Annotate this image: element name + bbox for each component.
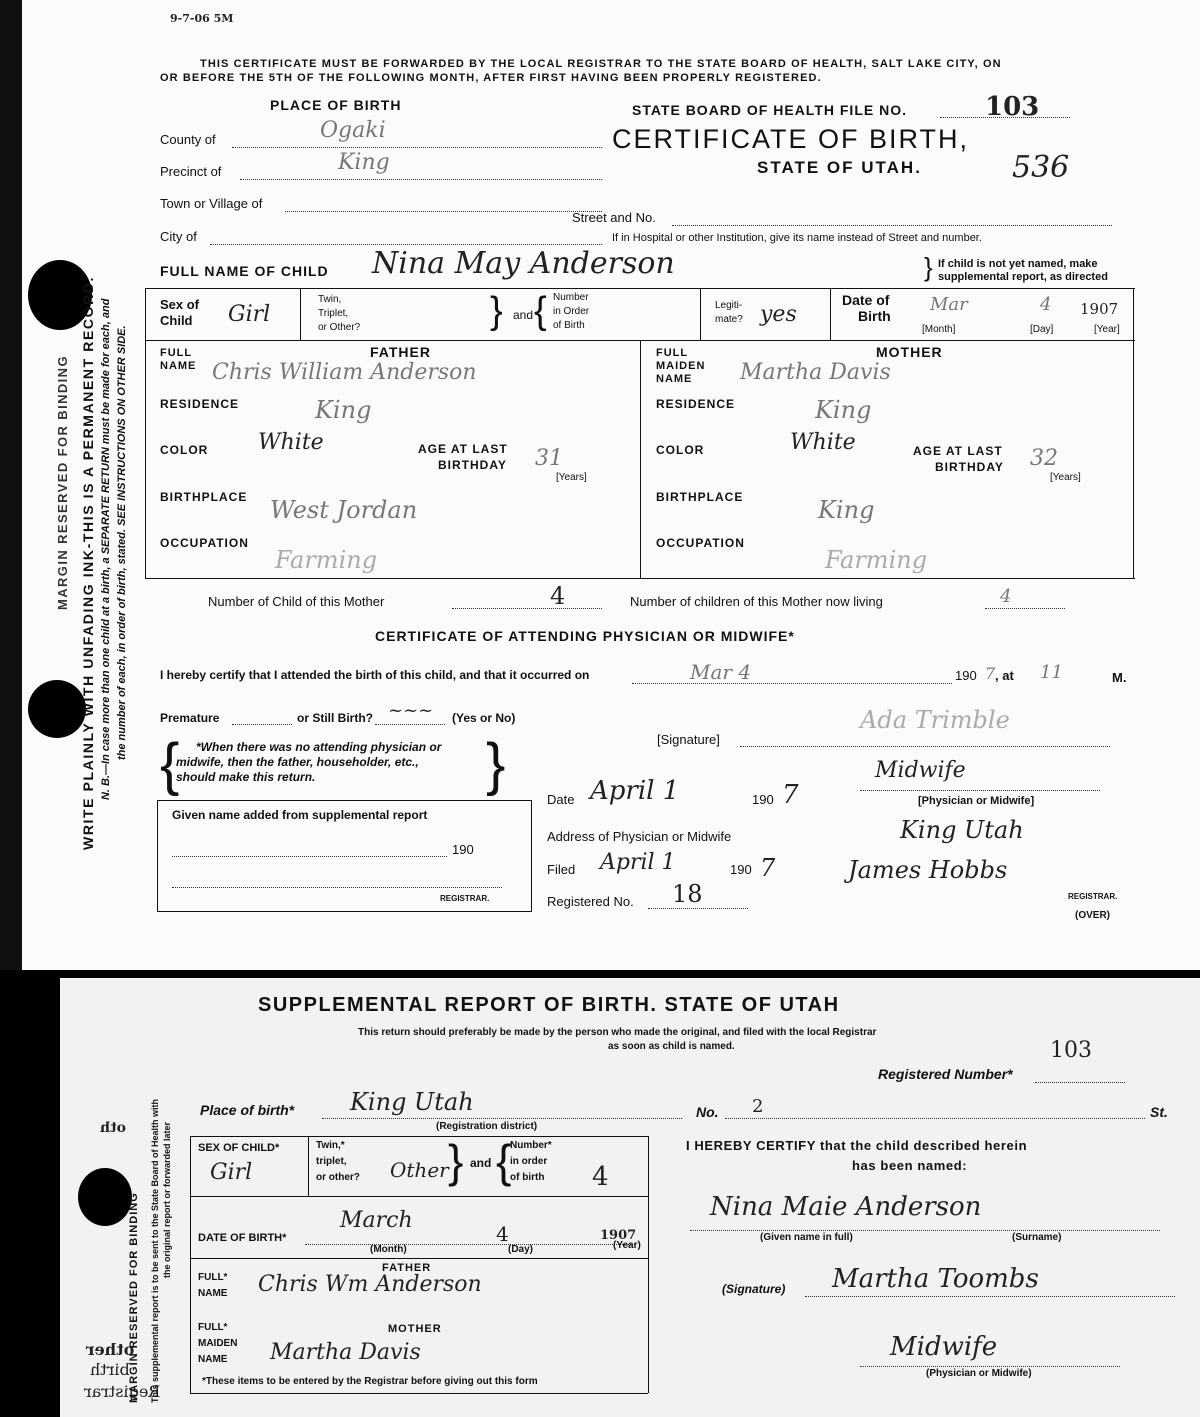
supplement-sex-label: SEX OF CHILD* (198, 1142, 280, 1154)
mother-color-value: White (790, 430, 856, 455)
sex-label-1: Sex of (160, 297, 200, 312)
no-value: 2 (752, 1096, 764, 1117)
supplement-twin-3: or other? (316, 1172, 360, 1183)
address-value: King Utah (900, 816, 1024, 844)
notice-line-1: THIS CERTIFICATE MUST BE FORWARDED BY THE LOCAL REGISTRAR TO THE STATE BOARD OF HEALTH, SALT LAKE CITY, ON (200, 58, 1002, 70)
town-label: Town or Village of (160, 196, 263, 211)
sex-label-2: Child (160, 313, 193, 328)
full-name-value: Nina May Anderson (372, 246, 675, 281)
twin-label-2: Triplet, (318, 308, 349, 319)
supplement-dob-year: 1907 (600, 1228, 637, 1243)
father-birthplace-value: West Jordan (270, 496, 418, 524)
registrar-label: REGISTRAR. (1068, 892, 1118, 901)
supplement-named-value: Nina Maie Anderson (710, 1192, 982, 1222)
date-value: April 1 (590, 776, 680, 806)
given-name-label: Given name added from supplemental report (172, 808, 428, 822)
supplement-dob-label: DATE OF BIRTH* (198, 1232, 287, 1244)
registration-district: (Registration district) (436, 1121, 538, 1132)
given-name-year: 190 (452, 842, 474, 857)
supplement-twin-value: Other (390, 1158, 449, 1182)
supplement-margin-label: MARGIN RESERVED FOR BINDING (128, 1192, 140, 1403)
address-label: Address of Physician or Midwife (547, 829, 732, 844)
mother-maiden-label: MAIDEN (656, 360, 706, 372)
supplement-subtitle-1: This return should preferably be made by the person who made the original, and filed with the local Registrar (358, 1027, 877, 1038)
precinct-value: King (338, 150, 390, 175)
certify-time: 11 (1040, 662, 1063, 683)
not-named-note-1: If child is not yet named, make (938, 258, 1098, 270)
supplement-mother-heading: MOTHER (388, 1323, 442, 1335)
supplement-registered-label: Registered Number* (878, 1066, 1013, 1082)
hospital-note: If in Hospital or other Institution, give its name instead of Street and number. (612, 232, 982, 244)
supplement-certify-1: I HEREBY CERTIFY that the child described herein (686, 1138, 1028, 1153)
supplement-number-2: in order (510, 1156, 548, 1167)
father-birthplace-label: BIRTHPLACE (160, 490, 248, 504)
file-no-label: STATE BOARD OF HEALTH FILE NO. (632, 102, 907, 118)
mother-occupation-value: Farming (825, 546, 928, 574)
place-of-birth-heading: PLACE OF BIRTH (270, 97, 402, 113)
mother-birthplace-value: King (818, 496, 875, 524)
county-label: County of (160, 132, 216, 147)
filed-year-prefix: 190 (730, 862, 752, 877)
binding-hole (78, 1168, 132, 1226)
registered-label: Registered No. (547, 894, 634, 909)
margin-text-binding: MARGIN RESERVED FOR BINDING (55, 355, 70, 610)
state-number: 536 (1012, 150, 1070, 185)
certificate-title: CERTIFICATE OF BIRTH, (612, 124, 970, 154)
supplement-subtitle-2: as soon as child is named. (608, 1041, 735, 1052)
still-label: or Still Birth? (297, 711, 373, 725)
twin-label-1: Twin, (318, 294, 342, 305)
given-registrar-label: REGISTRAR. (440, 894, 490, 903)
supplement-twin-1: Twin,* (316, 1140, 345, 1151)
father-residence-label: RESIDENCE (160, 397, 240, 411)
supplement-number-value: 4 (592, 1162, 609, 1192)
st-label: St. (1150, 1104, 1168, 1120)
not-named-brace: } (924, 252, 933, 282)
date-year-prefix: 190 (752, 792, 774, 807)
signature-label: [Signature] (657, 732, 720, 747)
supplement-margin-note-1: This supplemental report is to be sent to the State Board of Health with (150, 1098, 160, 1403)
place-label: Place of birth* (200, 1102, 295, 1118)
bleed-text-3: other (86, 1340, 135, 1359)
supplement-certify-2: has been named: (852, 1158, 968, 1173)
supplement-year-label: (Year) (613, 1240, 641, 1251)
father-color-value: White (258, 430, 324, 455)
father-name-label: NAME (160, 360, 197, 372)
margin-note-1: N. B.—In case more than one child at a birth, a SEPARATE RETURN must be made for each, and (100, 298, 112, 800)
legit-label-2: mate? (715, 314, 743, 325)
supplement-full-label: FULL* (198, 1272, 228, 1283)
supplement-maiden-label: MAIDEN (198, 1338, 238, 1349)
supplement-sex-value: Girl (210, 1160, 253, 1185)
certify-year: 7 (985, 664, 996, 683)
supplement-and: and (470, 1156, 492, 1170)
date-label: Date (547, 792, 575, 807)
number-label-1: Number (553, 292, 589, 303)
supplement-physician-label: (Physician or Midwife) (926, 1368, 1032, 1379)
supplement-father-value: Chris Wm Anderson (258, 1272, 482, 1297)
m-label: M. (1112, 670, 1127, 685)
supplement-surname-label: (Surname) (1012, 1232, 1062, 1243)
supplement-mother-full: FULL* (198, 1322, 228, 1333)
bleed-text-5: Registrar (84, 1382, 161, 1401)
date-year: 7 (782, 780, 799, 810)
father-occupation-value: Farming (275, 546, 378, 574)
not-named-note-2: supplemental report, as directed (938, 271, 1108, 283)
street-label: Street and No. (572, 210, 656, 225)
supplement-month-label: (Month) (370, 1244, 407, 1255)
over-label: (OVER) (1075, 910, 1110, 921)
living-label: Number of children of this Mother now living (630, 594, 883, 609)
premature-label: Premature (160, 711, 220, 725)
supplement-margin-note-2: the original report or forwarded later (162, 1121, 172, 1278)
mother-age-value: 32 (1030, 446, 1058, 471)
physician-heading: CERTIFICATE OF ATTENDING PHYSICIAN OR MIDWIFE* (375, 628, 795, 644)
living-value: 4 (1000, 586, 1012, 607)
dob-day: 4 (1040, 294, 1052, 315)
father-full-label: FULL (160, 347, 193, 359)
corner-code: 9-7-06 5M (170, 12, 234, 25)
number-label-2: in Order (553, 306, 590, 317)
father-age-value: 31 (535, 446, 563, 471)
margin-text-write-plainly: WRITE PLAINLY WITH UNFADING INK-THIS IS A PERMANENT RECORD. (80, 275, 96, 850)
supplement-number-1: Number* (510, 1140, 552, 1151)
birth-certificate: 9-7-06 5M THIS CERTIFICATE MUST BE FORWARDED BY THE LOCAL REGISTRAR TO THE STATE BOARD OF HEALTH, SALT LAKE CITY, ON OR BEFORE THE 5TH OF THE FOLLOWING MONTH, AFTER FIRST HAVING BEEN PROPERLY REGISTERED. WRITE PLAINLY WITH UNFADING INK-THIS IS A PERMANENT RECORD. MARGIN RESERVED FOR BINDING N. B.—In case more than one child at a birth, a SEPARATE RETURN must be made for each, and the number of each, in order of birth, stated. SEE INSTRUCTIONS ON OTHER SIDE. PLACE OF BIRTH County of Ogaki Precinct of King Town or Village of City of Street and No. If in Hospital or other Institution, give its name instead of Street and number. STATE BOARD OF HEALTH FILE NO. 103 CERTIFICATE OF BIRTH, STATE OF UTAH. 536 FULL NAME OF CHILD Nina May Anderson } If child is not yet named, make supplemental report, as directed Sex of Child Girl Twin, Triplet, or Other? } and { Number in Order of Birth Legiti- mate? yes Date of Birth Mar 4 1907 [Month] [Day] [Year] FATHER MOTHER FULL NAME Chris William Anderson FULL MAIDEN NAME Martha Davis RESIDENCE King RESIDENCE King COLOR White AGE AT LAST BIRTHDAY 31 [Years] COLOR White AGE AT LAST BIRTHDAY 32 [Years] BIRTHPLACE West Jordan BIRTHPLACE King OCCUPATION Farming OCCUPATION Farming Number of Child of this Mother 4 Number of children of this Mother now living 4 CERTIFICATE OF ATTENDING PHYSICIAN OR MIDWIFE* I hereby certify that I attended the birth of this child, and that it occurred on Mar 4 190 7 , at 11 M. Premature or Still Birth? ~~~ (Yes or No) { } *When there was no attending physician or midwife, then the father, householder, etc., should make this return. [Signature] Ada Trimble Midwife [Physician or Midwife] Given name added from supplemental report 190 REGISTRAR. Date April 1 190 7 Address of Physician or Midwife King Utah Filed April 1 190 7 James Hobbs REGISTRAR. Registered No. 18 (OVER) (0, 0, 1200, 970)
sex-value: Girl (228, 302, 271, 327)
mother-occupation-label: OCCUPATION (656, 536, 745, 550)
mother-heading: MOTHER (876, 344, 943, 360)
year-prefix: 190 (955, 668, 977, 683)
supplement-registered-value: 103 (1050, 1038, 1092, 1063)
mother-age-label-2: BIRTHDAY (935, 460, 1004, 474)
legit-label-1: Legiti- (715, 300, 743, 311)
father-residence-value: King (315, 396, 372, 424)
supplemental-report: oth other birth Registrar MARGIN RESERVED FOR BINDING This supplemental report is to be sent to the State Board of Health with the original report or forwarded later SUPPLEMENTAL REPORT OF BIRTH. STATE OF UTAH This return should preferably be made by the person who made the original, and filed with the local Registrar as soon as child is named. Registered Number* 103 Place of birth* King Utah (Registration district) No. 2 St. SEX OF CHILD* Girl Twin,* triplet, or other? Other } and { Number* in order of birth 4 DATE OF BIRTH* March 4 1907 (Month) (Day) (Year) FATHER FULL* NAME Chris Wm Anderson MOTHER FULL* MAIDEN NAME Martha Davis *These items to be entered by the Registrar before giving out this form I HEREBY CERTIFY that the child described herein has been named: Nina Maie Anderson (Given name in full) (Surname) (Signature) Martha Toombs Midwife (Physician or Midwife) (60, 978, 1200, 1417)
margin-note-2: the number of each, in order of birth, stated. SEE INSTRUCTIONS ON OTHER SIDE. (116, 325, 128, 760)
number-label-3: of Birth (553, 320, 585, 331)
mother-color-label: COLOR (656, 443, 705, 457)
dob-month: Mar (930, 294, 968, 315)
day-label: [Day] (1030, 324, 1054, 335)
supplement-signature-value: Martha Toombs (832, 1264, 1039, 1294)
role-value: Midwife (875, 758, 966, 783)
supplement-signature-label: (Signature) (722, 1282, 786, 1296)
supplement-mother-value: Martha Davis (270, 1340, 421, 1365)
supplement-number-3: of birth (510, 1172, 545, 1183)
twin-label-3: or Other? (318, 322, 361, 333)
registrar-signature: James Hobbs (848, 856, 1008, 884)
full-name-label: FULL NAME OF CHILD (160, 263, 329, 279)
mother-name-value: Martha Davis (740, 360, 891, 385)
filed-label: Filed (547, 862, 576, 877)
state-label: STATE OF UTAH. (757, 158, 922, 177)
mother-birthplace-label: BIRTHPLACE (656, 490, 744, 504)
supplement-given-label: (Given name in full) (760, 1232, 853, 1243)
note-line-3: should make this return. (176, 770, 316, 784)
yes-no-label: (Yes or No) (452, 711, 516, 725)
father-years-label: [Years] (556, 472, 587, 483)
supplement-dob-month: March (340, 1208, 413, 1233)
registered-value: 18 (672, 880, 703, 908)
mother-age-label-1: AGE AT LAST (913, 444, 1003, 458)
legit-value: yes (760, 302, 797, 327)
supplement-mother-name-label: NAME (198, 1354, 228, 1365)
precinct-label: Precinct of (160, 164, 222, 179)
and-label: and (513, 308, 534, 322)
child-number-label: Number of Child of this Mother (208, 594, 385, 609)
father-occupation-label: OCCUPATION (160, 536, 249, 550)
supplement-title: SUPPLEMENTAL REPORT OF BIRTH. STATE OF UTAH (258, 994, 840, 1016)
father-name-value: Chris William Anderson (212, 360, 477, 385)
month-label: [Month] (922, 324, 956, 335)
mother-residence-label: RESIDENCE (656, 397, 736, 411)
note-line-1: *When there was no attending physician or (196, 740, 442, 754)
certify-date: Mar 4 (690, 660, 752, 684)
certify-text: I hereby certify that I attended the birth of this child, and that it occurred on (160, 668, 590, 682)
no-label: No. (696, 1104, 719, 1120)
place-value: King Utah (350, 1088, 474, 1116)
bleed-text-4: birth (90, 1360, 130, 1379)
mother-name-label: NAME (656, 373, 693, 385)
supplement-dob-day: 4 (496, 1222, 509, 1246)
dob-label-1: Date of (842, 292, 890, 308)
father-color-label: COLOR (160, 443, 209, 457)
father-age-label-2: BIRTHDAY (438, 458, 507, 472)
signature-value: Ada Trimble (860, 706, 1010, 734)
binding-hole (28, 680, 86, 738)
supplement-twin-2: triplet, (316, 1156, 347, 1167)
at-label: , at (995, 668, 1014, 683)
city-label: City of (160, 229, 197, 244)
supplement-father-heading: FATHER (382, 1262, 432, 1274)
mother-years-label: [Years] (1050, 472, 1081, 483)
physician-or-midwife: [Physician or Midwife] (918, 795, 1035, 807)
filed-year: 7 (760, 854, 776, 882)
supplement-role-value: Midwife (890, 1332, 998, 1362)
dob-year: 1907 (1080, 300, 1119, 318)
mother-residence-value: King (815, 396, 872, 424)
child-number-value: 4 (550, 582, 566, 610)
bleed-text-1: oth (100, 1120, 126, 1136)
county-value: Ogaki (320, 118, 386, 143)
notice-line-2: OR BEFORE THE 5TH OF THE FOLLOWING MONTH, AFTER FIRST HAVING BEEN PROPERLY REGISTERED. (160, 72, 822, 84)
supplement-footnote: *These items to be entered by the Registrar before giving out this form (202, 1376, 538, 1387)
year-label: [Year] (1094, 324, 1120, 335)
supplement-name-label: NAME (198, 1288, 228, 1299)
file-no-value: 103 (985, 92, 1040, 122)
supplement-day-label: (Day) (508, 1244, 534, 1255)
father-heading: FATHER (370, 344, 431, 360)
torn-left-edge (0, 0, 22, 970)
note-line-2: midwife, then the father, householder, etc., (176, 755, 419, 769)
filed-value: April 1 (600, 850, 676, 875)
dob-label-2: Birth (858, 308, 891, 324)
mother-full-label: FULL (656, 347, 689, 359)
father-age-label-1: AGE AT LAST (418, 442, 508, 456)
